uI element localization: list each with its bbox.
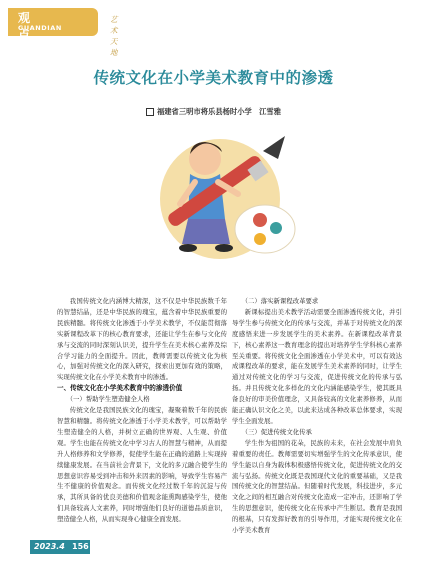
article-byline	[0, 107, 427, 117]
child-pants	[182, 219, 230, 244]
left-column	[57, 296, 227, 525]
page-number: 156	[72, 542, 89, 551]
illustration	[120, 124, 320, 274]
section-heading-1: 一、传统文化在小学美术教育中的渗透价值	[57, 384, 183, 393]
paragraph-1-2: 新课标提出美术教学活动需要全面渗透传统文化，并引导学生参与传统文化的传承与交流，并基于对传统文化的深度感悟来进一步发展学生的美术素养。在新课程改革背景下，核心素养这一教育理念的提出对培养学生学科核心素养至关重要。将传统文化全面渗透在小学美术中，可以有效达成课程改革的要求，能在发展学生美术素养的同时，让学生通过对传统文化的学习与交流，促进传统文化的传承与弘扬。并且传统文化多样化的文化内涵能感染学生，使其既具备良好的审美价值理念，又具备较高的文化素养修养，从而能正确认识文化之美，以此来达成各种改革总体要求，实现学生全面发展。	[232, 307, 402, 425]
intro-paragraph: 我国传统文化内涵博大精深，这不仅是中华民族数千年的智慧结晶，还是中华民族的瑰宝，蕴含着中华民族重要的民族精髓。将传统文化渗透于小学美术教学，不仅能贯彻落实新课程改革下的核心教育要求，还能让学生在参与文化传承与交流的同时深刻认识美，提升学生在美术核心素养及综合学习能力的全面提升。因此，教师需要以传统文化为核心，加强对传统文化的深入研究，探索出更加有效的策略，实现传统文化在小学美术教育中的渗透。	[57, 297, 227, 382]
issue-number: 2023.4	[34, 542, 65, 551]
paragraph-1-1: 传统文化是我国民族文化的瑰宝，凝聚着数千年的民族智慧和精髓。将传统文化渗透于小学美术教学，可以帮助学生塑造健全的人格，并树立正确的世界观、人生观、价值观。学生也能在传统文化中学习古人的智慧与精神，从而提升人格修养和文学修养，促使学生能在正确的道路上实现持续健康发展。在当前社会背景下，文化的多元融合使学生的思想意识容易受到冲击和外来因素的影响，导致学生容易产生不健康的价值观念。而传统文化经过数千年的沉淀与传承，其所具备的优良美德和价值观念能熏陶感染学生，使他们具备较高人文素养，同时增强他们良好的道德品质意识，塑造健全人格，从而实现身心健康全面发展。	[57, 406, 227, 524]
paint-yellow	[254, 233, 266, 245]
byline-text: 福建省三明市将乐县杨时小学 江雪雅	[156, 107, 282, 116]
right-column	[232, 296, 402, 536]
paint-teal	[270, 222, 282, 234]
paragraph-1-3: 学生作为祖国的花朵，民族的未来，在社会发展中肩负着重要的责任。教师需要切实增强学生的文化传承意识，使学生能以自身为载体积极感悟传统文化，促进传统文化的交流与弘扬。传统文化既是我国现代文化的重要基础，又是我国传统文化的智慧结晶。但随着时代发展，科技进步，多元文化之间的相互融合对传统文化造成一定冲击，还影响了学生的思想意识，使传统文化在传承中产生断层。教育是我国的根基，只有发挥好教育的引导作用，才能实现传统文化在小学美术教育	[232, 438, 402, 535]
article-title: 传统文化在小学美术教育中的渗透	[93, 68, 334, 87]
child-shoe-right	[215, 244, 233, 252]
child-shoe-left	[179, 244, 197, 252]
masthead-keyword-en: GUANDIAN	[18, 24, 62, 32]
subsection-heading-1-3: （三）促进传统文化传承	[241, 427, 312, 436]
masthead-keyword: 观 点	[18, 11, 34, 42]
subsection-heading-1-2: （二）落实新课程改革要求	[241, 297, 319, 305]
palette-icon	[235, 205, 295, 253]
byline-box-icon	[146, 108, 154, 116]
paint-red	[253, 213, 267, 227]
subsection-heading-1-1: （一）帮助学生塑造健全人格	[66, 395, 150, 404]
masthead-column: 艺术天地	[110, 15, 118, 57]
brush-tip	[263, 136, 285, 159]
